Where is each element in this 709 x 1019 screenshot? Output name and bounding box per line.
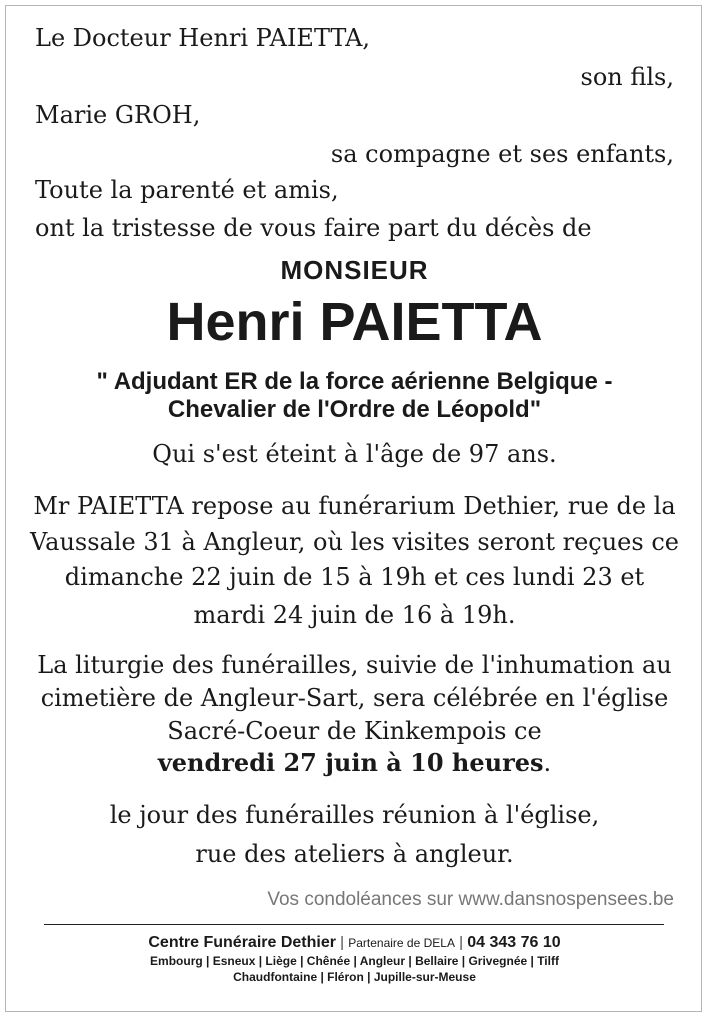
footer-locations-line2: Chaudfontaine | Fléron | Jupille-sur-Meuse (233, 970, 476, 984)
deceased-title-line1: " Adjudant ER de la force aérienne Belgique - (96, 368, 613, 395)
footer-divider (44, 924, 664, 925)
partner-label: Partenaire de DELA (348, 936, 455, 950)
meeting-line2: rue des ateliers à angleur. (195, 840, 514, 868)
announcement-intro: ont la tristesse de vous faire part du décès de (35, 214, 592, 242)
condolences-link[interactable]: Vos condoléances sur www.dansnospensees.be (267, 889, 674, 910)
liturgy-date: vendredi 27 juin à 10 heures (157, 748, 544, 777)
deceased-age: Qui s'est éteint à l'âge de 97 ans. (152, 440, 557, 468)
announcer-father-relation: son fils, (580, 63, 674, 91)
visitation-line1: Mr PAIETTA repose au funérarium Dethier, rue de la (33, 492, 676, 520)
visitation-line3: dimanche 22 juin de 15 à 19h et ces lundi 23 et (64, 563, 645, 591)
honorific: MONSIEUR (280, 255, 429, 285)
liturgy-date-line (0, 748, 709, 778)
visitation-line2: Vaussale 31 à Angleur, où les visites seront reçues ce (30, 528, 679, 556)
liturgy-date-suffix: . (543, 749, 552, 777)
separator: | (340, 934, 345, 951)
deceased-title-line2: Chevalier de l'Ordre de Léopold" (167, 396, 542, 423)
announcer-father: Le Docteur Henri PAIETTA, (35, 24, 371, 52)
company-name: Centre Funéraire Dethier (148, 934, 336, 951)
visitation-line4: mardi 24 juin de 16 à 19h. (193, 601, 516, 629)
deceased-name: Henri PAIETTA (166, 292, 543, 352)
phone-number: 04 343 76 10 (467, 934, 561, 951)
footer-company-line (0, 933, 709, 953)
liturgy-line3: Sacré-Coeur de Kinkempois ce (167, 717, 542, 745)
liturgy-line1: La liturgie des funérailles, suivie de l'inhumation au (37, 651, 672, 679)
announcer-family: Toute la parenté et amis, (35, 176, 339, 204)
separator: | (459, 934, 464, 951)
announcer-partner-relation: sa compagne et ses enfants, (330, 140, 674, 168)
footer-locations-line1: Embourg | Esneux | Liège | Chênée | Angleur | Bellaire | Grivegnée | Tilff (150, 954, 559, 968)
meeting-line1: le jour des funérailles réunion à l'église, (109, 801, 600, 829)
liturgy-line2: cimetière de Angleur-Sart, sera célébrée en l'église (40, 684, 669, 712)
announcer-partner: Marie GROH, (35, 101, 201, 129)
